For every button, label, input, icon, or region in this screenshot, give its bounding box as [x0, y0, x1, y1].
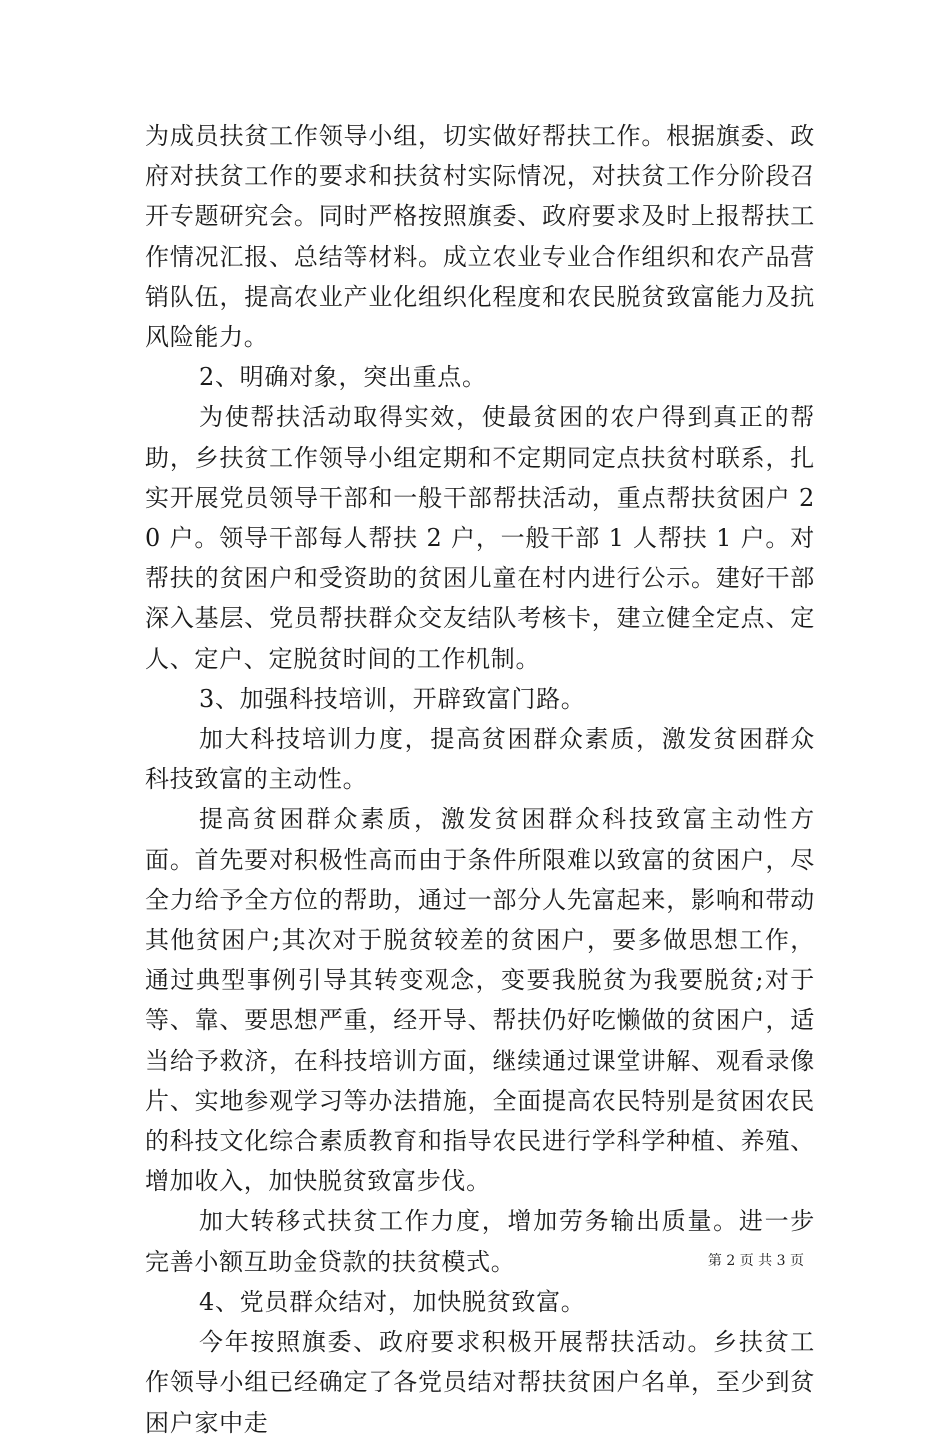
paragraph-3: 为使帮扶活动取得实效，使最贫困的农户得到真正的帮助，乡扶贫工作领导小组定期和不定期同定点扶贫村联系，扎实开展党员领导干部和一般干部帮扶活动，重点帮扶贫困户 20 户。领导干部每人帮扶 2 户，一般干部 1 人帮扶 1 户。对帮扶的贫困户和受资助的贫困儿童在村内进行公示。建好干部深入基层、党员帮扶群众交友结队考核卡，建立健全定点、定人、定户、定脱贫时间的工作机制。 [145, 403, 815, 673]
heading-4-party-pairing: 4、党员群众结对，加快脱贫致富。 [199, 1287, 586, 1316]
heading-3-tech-training: 3、加强科技培训，开辟致富门路。 [199, 684, 586, 713]
paragraph-5: 加大科技培训力度，提高贫困群众素质，激发贫困群众科技致富的主动性。 [145, 725, 815, 794]
paragraph-6: 提高贫困群众素质，激发贫困群众科技致富主动性方面。首先要对积极性高而由于条件所限难以致富的贫困户，尽全力给予全方位的帮助，通过一部分人先富起来，影响和带动其他贫困户;其次对于脱贫较差的贫困户，要多做思想工作，通过典型事例引导其转变观念，变要我脱贫为我要脱贫;对于等、靠、要思想严重，经开导、帮扶仍好吃懒做的贫困户，适当给予救济，在科技培训方面，继续通过课堂讲解、观看录像片、实地参观学习等办法措施，全面提高农民特别是贫困农民的科技文化综合素质教育和指导农民进行学科学种植、养殖、增加收入，加快脱贫致富步伐。 [145, 805, 815, 1196]
paragraph-7: 加大转移式扶贫工作力度，增加劳务输出质量。进一步完善小额互助金贷款的扶贫模式。 [145, 1207, 815, 1276]
page-number-footer: 第 2 页 共 3 页 [707, 1253, 804, 1269]
heading-2-define-targets: 2、明确对象，突出重点。 [199, 363, 487, 392]
paragraph-1: 为成员扶贫工作领导小组，切实做好帮扶工作。根据旗委、政府对扶贫工作的要求和扶贫村实际情况，对扶贫工作分阶段召开专题研究会。同时严格按照旗委、政府要求及时上报帮扶工作情况汇报、总结等材料。成立农业专业合作组织和农产品营销队伍，提高农业产业化组织化程度和农民脱贫致富能力及抗风险能力。 [145, 122, 815, 352]
paragraph-9: 今年按照旗委、政府要求积极开展帮扶活动。乡扶贫工作领导小组已经确定了各党员结对帮扶贫困户名单，至少到贫困户家中走 [145, 1328, 815, 1437]
document-body [145, 116, 815, 1443]
